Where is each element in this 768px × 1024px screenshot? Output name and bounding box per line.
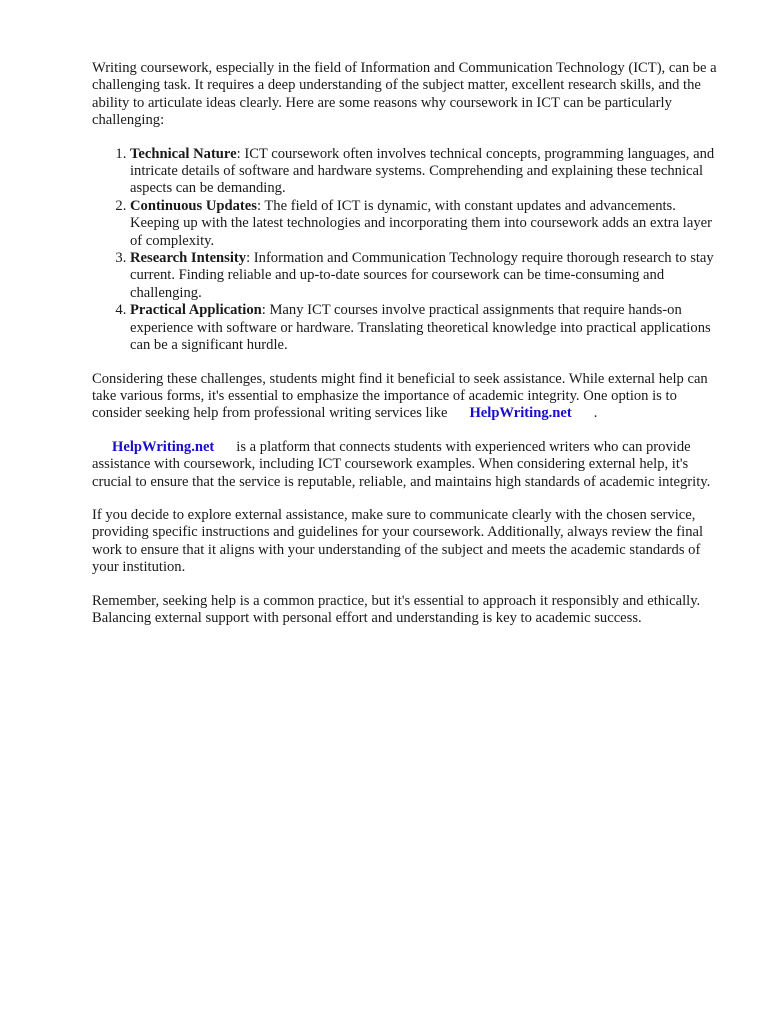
considering-paragraph xyxy=(92,371,724,423)
reason-separator: : xyxy=(256,197,261,214)
reasons-list xyxy=(92,146,724,355)
document-page xyxy=(92,60,724,643)
reason-text: ICT coursework often involves technical concepts, programming languages, and intricate details of software and hardware systems. Comprehending and explaining these technical aspects can be demanding. xyxy=(130,145,715,197)
platform-text: is a platform that connects students with experienced writers who can provide assistance with coursework, including ICT coursework examples. When considering external help, it's crucial to ensure that the service is reputable, reliable, and maintains high standards of academic integrity. xyxy=(92,438,711,490)
reason-term: Research Intensity xyxy=(130,250,247,267)
intro-paragraph: Writing coursework, especially in the field of Information and Communication Technology (ICT), can be a challenging task. It requires a deep understanding of the subject matter, excellent research skills, and the ability to articulate ideas clearly. Here are some reasons why coursework in ICT can be particularly challenging: xyxy=(92,60,717,129)
reason-separator: : xyxy=(246,250,251,267)
list-item xyxy=(130,250,724,302)
reason-separator: : xyxy=(236,145,241,162)
considering-text: Considering these challenges, students might find it beneficial to seek assistance. While external help can take various forms, it's essential to emphasize the importance of academic integrity. One option is to consider seeking help from professional writing services like xyxy=(92,370,708,422)
list-item xyxy=(130,146,724,198)
helpwriting-link[interactable]: HelpWriting.net xyxy=(469,405,572,422)
reason-separator: : xyxy=(261,302,266,319)
considering-end: . xyxy=(593,405,598,422)
explore-paragraph: If you decide to explore external assistance, make sure to communicate clearly with the chosen service, providing specific instructions and guidelines for your coursework. Additionally, always review the final work to ensure that it aligns with your understanding of the subject and meets the academic standards of your institution. xyxy=(92,506,704,576)
reason-text: Information and Communication Technology require thorough research to stay current. Finding reliable and up-to-date sources for coursework can be time-consuming and challenging. xyxy=(130,250,714,301)
reason-term: Continuous Updates xyxy=(130,197,257,214)
reason-text: The field of ICT is dynamic, with constant updates and advancements. Keeping up with the latest technologies and incorporating them into coursework adds an extra layer of complexity. xyxy=(130,197,712,249)
remember-paragraph: Remember, seeking help is a common practice, but it's essential to approach it responsibly and ethically. Balancing external support with personal effort and understanding is key to academic success. xyxy=(92,592,701,626)
helpwriting-link[interactable]: HelpWriting.net xyxy=(112,438,215,455)
list-item xyxy=(130,198,724,250)
reason-term: Technical Nature xyxy=(130,145,237,162)
reason-text: Many ICT courses involve practical assignments that require hands-on experience with software or hardware. Translating theoretical knowledge into practical applications can be a significant hurdle. xyxy=(130,302,711,354)
list-item xyxy=(130,302,724,354)
platform-paragraph xyxy=(92,439,724,491)
reason-term: Practical Application xyxy=(130,302,262,319)
